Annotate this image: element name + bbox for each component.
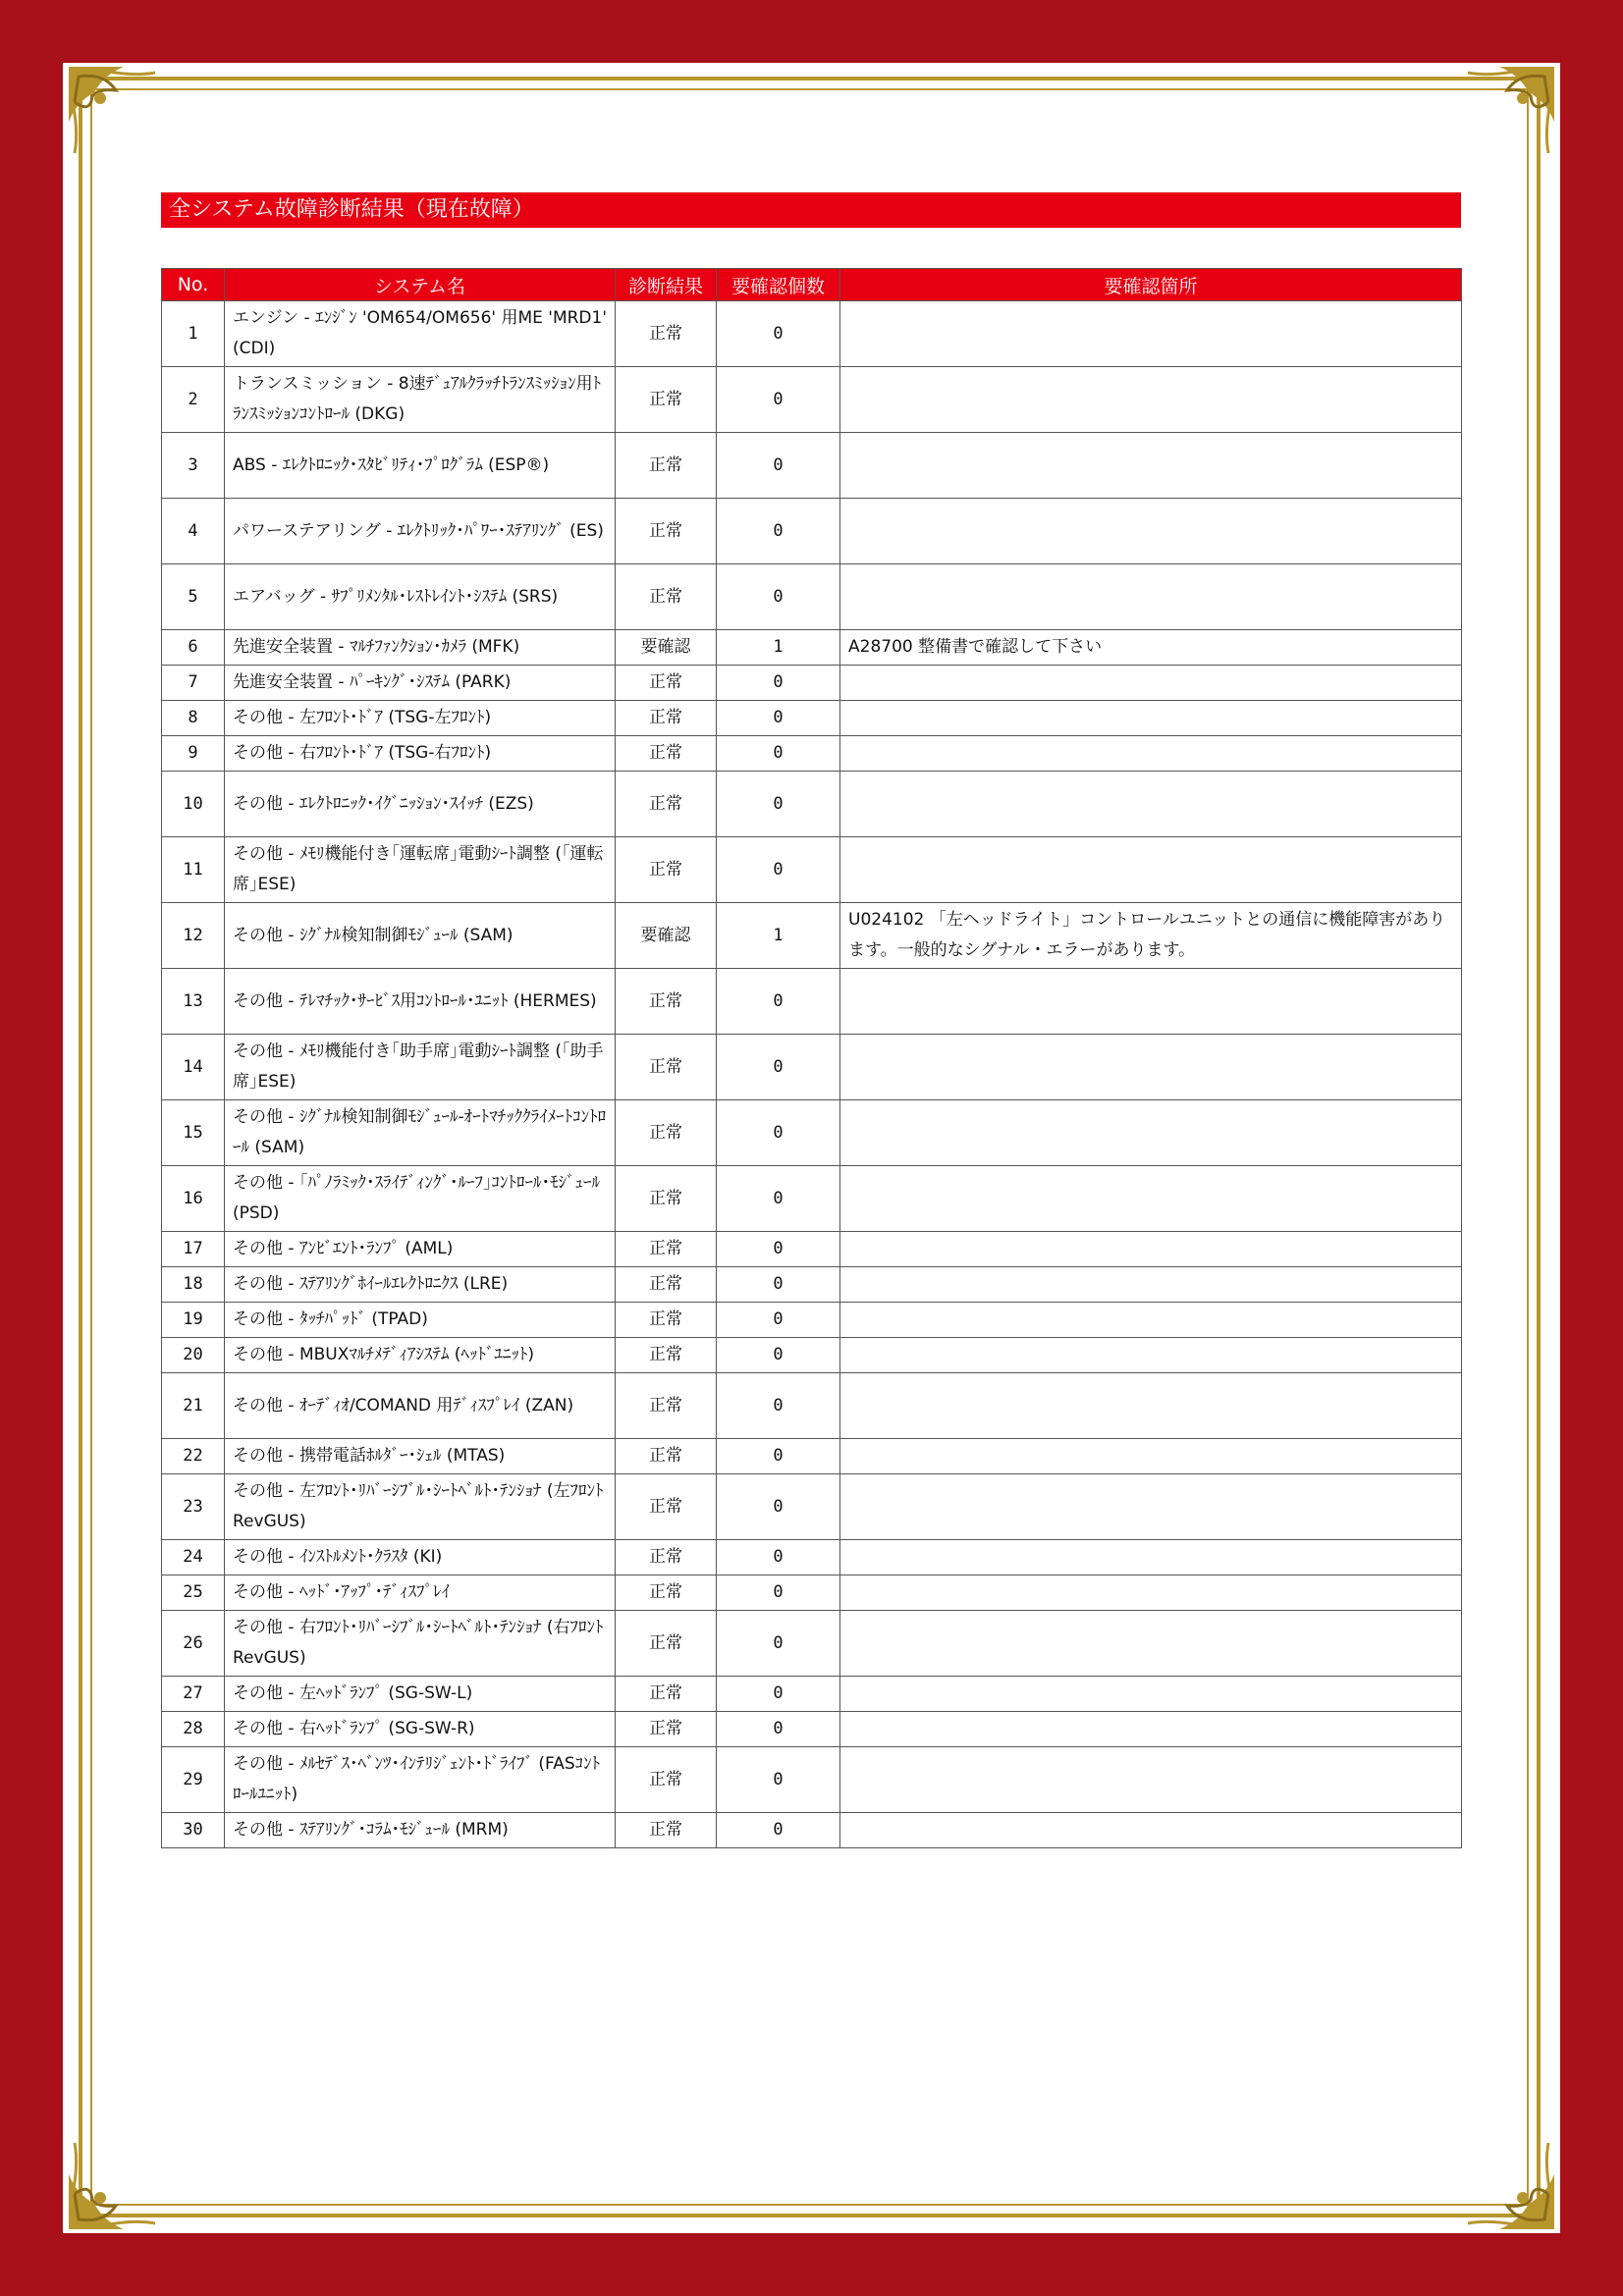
header-result: 診断結果 (616, 269, 717, 301)
row-check-count: 0 (717, 1747, 840, 1813)
row-check-count: 0 (717, 1303, 840, 1338)
row-system-name: 先進安全装置 - ﾊﾟｰｷﾝｸﾞ･ｼｽﾃﾑ (PARK) (225, 666, 616, 701)
row-result: 正常 (616, 1712, 717, 1747)
row-check-count: 1 (717, 903, 840, 969)
table-row (162, 772, 1462, 837)
row-number: 12 (162, 903, 225, 969)
row-result: 正常 (616, 1747, 717, 1813)
row-number: 26 (162, 1611, 225, 1677)
row-result: 正常 (616, 301, 717, 367)
table-row (162, 1540, 1462, 1575)
row-system-name: その他 - 右ﾌﾛﾝﾄ･ﾘﾊﾞｰｼﾌﾞﾙ･ｼｰﾄﾍﾞﾙﾄ･ﾃﾝｼｮﾅ (右ﾌﾛﾝﾄ RevGUS) (225, 1611, 616, 1677)
table-row (162, 433, 1462, 499)
row-check-detail (840, 837, 1462, 903)
row-check-detail (840, 433, 1462, 499)
row-result: 正常 (616, 1813, 717, 1848)
row-check-detail (840, 564, 1462, 630)
row-check-count: 0 (717, 1575, 840, 1611)
row-number: 23 (162, 1474, 225, 1540)
row-number: 25 (162, 1575, 225, 1611)
row-number: 20 (162, 1338, 225, 1373)
table-row (162, 1575, 1462, 1611)
table-row (162, 564, 1462, 630)
row-result: 正常 (616, 433, 717, 499)
row-check-detail (840, 301, 1462, 367)
row-system-name: その他 - ｽﾃｱﾘﾝｸﾞﾎｲｰﾙｴﾚｸﾄﾛﾆｸｽ (LRE) (225, 1267, 616, 1303)
row-check-count: 0 (717, 433, 840, 499)
row-result: 正常 (616, 1100, 717, 1166)
row-check-count: 0 (717, 1166, 840, 1232)
row-number: 27 (162, 1677, 225, 1712)
row-check-count: 0 (717, 1232, 840, 1267)
row-check-detail: A28700 整備書で確認して下さい (840, 630, 1462, 666)
row-check-count: 0 (717, 1677, 840, 1712)
row-check-count: 1 (717, 630, 840, 666)
row-check-detail (840, 1267, 1462, 1303)
row-check-count: 0 (717, 1439, 840, 1474)
row-check-detail (840, 499, 1462, 564)
row-system-name: その他 - ﾒﾙｾﾃﾞｽ･ﾍﾞﾝﾂ･ｲﾝﾃﾘｼﾞｪﾝﾄ･ﾄﾞﾗｲﾌﾞ (FASｺﾝﾄﾛｰﾙﾕﾆｯﾄ) (225, 1747, 616, 1813)
row-result: 正常 (616, 1611, 717, 1677)
ornamental-corner-icon (65, 2135, 163, 2233)
table-row (162, 666, 1462, 701)
row-system-name: その他 - ｴﾚｸﾄﾛﾆｯｸ･ｲｸﾞﾆｯｼｮﾝ･ｽｲｯﾁ (EZS) (225, 772, 616, 837)
row-result: 正常 (616, 1677, 717, 1712)
row-result: 正常 (616, 1439, 717, 1474)
table-row (162, 1813, 1462, 1848)
row-result: 要確認 (616, 903, 717, 969)
row-number: 30 (162, 1813, 225, 1848)
row-result: 正常 (616, 772, 717, 837)
row-number: 1 (162, 301, 225, 367)
row-number: 24 (162, 1540, 225, 1575)
diagnosis-table (161, 268, 1462, 1848)
row-number: 15 (162, 1100, 225, 1166)
row-result: 正常 (616, 1474, 717, 1540)
row-result: 正常 (616, 367, 717, 433)
row-number: 19 (162, 1303, 225, 1338)
row-system-name: その他 - ｼｸﾞﾅﾙ検知制御ﾓｼﾞｭｰﾙ (SAM) (225, 903, 616, 969)
row-check-detail (840, 1575, 1462, 1611)
row-number: 2 (162, 367, 225, 433)
row-system-name: トランスミッション - 8速ﾃﾞｭｱﾙｸﾗｯﾁﾄﾗﾝｽﾐｯｼｮﾝ用ﾄﾗﾝｽﾐｯｼｮﾝｺﾝﾄﾛｰﾙ (DKG) (225, 367, 616, 433)
header-system-name: システム名 (225, 269, 616, 301)
row-check-detail (840, 1813, 1462, 1848)
row-result: 正常 (616, 1373, 717, 1439)
row-check-detail (840, 772, 1462, 837)
row-result: 正常 (616, 499, 717, 564)
header-no: No. (162, 269, 225, 301)
table-row (162, 1747, 1462, 1813)
row-result: 正常 (616, 701, 717, 736)
row-check-detail (840, 367, 1462, 433)
table-row (162, 1677, 1462, 1712)
row-check-count: 0 (717, 837, 840, 903)
row-system-name: その他 - ｽﾃｱﾘﾝｸﾞ･ｺﾗﾑ･ﾓｼﾞｭｰﾙ (MRM) (225, 1813, 616, 1848)
row-result: 正常 (616, 1540, 717, 1575)
row-result: 正常 (616, 736, 717, 772)
page-title: 全システム故障診断結果（現在故障） (161, 192, 1461, 228)
row-check-detail (840, 1611, 1462, 1677)
row-check-detail (840, 1712, 1462, 1747)
table-row (162, 1100, 1462, 1166)
table-row (162, 736, 1462, 772)
table-row (162, 367, 1462, 433)
ornamental-corner-icon (65, 63, 163, 161)
row-result: 正常 (616, 1035, 717, 1100)
row-check-detail (840, 1373, 1462, 1439)
table-row (162, 837, 1462, 903)
row-check-count: 0 (717, 1474, 840, 1540)
row-check-detail (840, 1303, 1462, 1338)
table-row (162, 1712, 1462, 1747)
row-system-name: エアバッグ - ｻﾌﾟﾘﾒﾝﾀﾙ･ﾚｽﾄﾚｲﾝﾄ･ｼｽﾃﾑ (SRS) (225, 564, 616, 630)
row-check-detail (840, 1338, 1462, 1373)
table-row (162, 301, 1462, 367)
row-system-name: その他 - 左ﾍｯﾄﾞﾗﾝﾌﾟ (SG-SW-L) (225, 1677, 616, 1712)
row-number: 10 (162, 772, 225, 837)
table-row (162, 1439, 1462, 1474)
table-row (162, 1373, 1462, 1439)
row-system-name: その他 - 左ﾌﾛﾝﾄ･ﾄﾞｱ (TSG-左ﾌﾛﾝﾄ) (225, 701, 616, 736)
row-system-name: その他 - ﾒﾓﾘ機能付き｢運転席｣電動ｼｰﾄ調整 (｢運転席｣ESE) (225, 837, 616, 903)
table-row (162, 1232, 1462, 1267)
header-check-count: 要確認個数 (717, 269, 840, 301)
row-result: 正常 (616, 666, 717, 701)
row-number: 3 (162, 433, 225, 499)
row-check-detail: U024102 「左ヘッドライト」コントロールユニットとの通信に機能障害があります。一般的なシグナル・エラーがあります。 (840, 903, 1462, 969)
row-system-name: その他 - 左ﾌﾛﾝﾄ･ﾘﾊﾞｰｼﾌﾞﾙ･ｼｰﾄﾍﾞﾙﾄ･ﾃﾝｼｮﾅ (左ﾌﾛﾝﾄ RevGUS) (225, 1474, 616, 1540)
table-row (162, 1303, 1462, 1338)
row-check-detail (840, 1100, 1462, 1166)
row-result: 正常 (616, 564, 717, 630)
row-system-name: その他 - ﾃﾚﾏﾁｯｸ･ｻｰﾋﾞｽ用ｺﾝﾄﾛｰﾙ･ﾕﾆｯﾄ (HERMES) (225, 969, 616, 1035)
row-check-detail (840, 1747, 1462, 1813)
row-system-name: エンジン - ｴﾝｼﾞﾝ 'OM654/OM656' 用ME 'MRD1' (CDI) (225, 301, 616, 367)
row-check-count: 0 (717, 1712, 840, 1747)
row-system-name: その他 - ｲﾝｽﾄﾙﾒﾝﾄ･ｸﾗｽﾀ (KI) (225, 1540, 616, 1575)
row-check-detail (840, 701, 1462, 736)
table-row (162, 630, 1462, 666)
row-check-detail (840, 1232, 1462, 1267)
header-check-detail: 要確認箇所 (840, 269, 1462, 301)
row-check-count: 0 (717, 1035, 840, 1100)
row-system-name: その他 - ｵｰﾃﾞｨｵ/COMAND 用ﾃﾞｨｽﾌﾟﾚｲ (ZAN) (225, 1373, 616, 1439)
row-result: 正常 (616, 1575, 717, 1611)
row-system-name: その他 - MBUXﾏﾙﾁﾒﾃﾞｨｱｼｽﾃﾑ (ﾍｯﾄﾞﾕﾆｯﾄ) (225, 1338, 616, 1373)
row-number: 16 (162, 1166, 225, 1232)
row-check-count: 0 (717, 1338, 840, 1373)
table-row (162, 1035, 1462, 1100)
ornamental-corner-icon (1460, 63, 1558, 161)
row-number: 22 (162, 1439, 225, 1474)
row-system-name: その他 - 携帯電話ﾎﾙﾀﾞｰ･ｼｪﾙ (MTAS) (225, 1439, 616, 1474)
row-number: 21 (162, 1373, 225, 1439)
row-system-name: その他 - ﾀｯﾁﾊﾟｯﾄﾞ (TPAD) (225, 1303, 616, 1338)
row-check-detail (840, 1677, 1462, 1712)
row-system-name: その他 - ｢ﾊﾟﾉﾗﾐｯｸ･ｽﾗｲﾃﾞｨﾝｸﾞ･ﾙｰﾌ｣ｺﾝﾄﾛｰﾙ･ﾓｼﾞｭｰﾙ (PSD) (225, 1166, 616, 1232)
row-check-count: 0 (717, 499, 840, 564)
row-number: 8 (162, 701, 225, 736)
row-system-name: その他 - 右ﾍｯﾄﾞﾗﾝﾌﾟ (SG-SW-R) (225, 1712, 616, 1747)
row-system-name: 先進安全装置 - ﾏﾙﾁﾌｧﾝｸｼｮﾝ･ｶﾒﾗ (MFK) (225, 630, 616, 666)
table-row (162, 1166, 1462, 1232)
row-check-count: 0 (717, 969, 840, 1035)
row-system-name: ABS - ｴﾚｸﾄﾛﾆｯｸ･ｽﾀﾋﾞﾘﾃｨ･ﾌﾟﾛｸﾞﾗﾑ (ESP®) (225, 433, 616, 499)
table-header-row (162, 269, 1462, 301)
row-check-count: 0 (717, 1100, 840, 1166)
row-number: 14 (162, 1035, 225, 1100)
table-row (162, 1474, 1462, 1540)
row-number: 13 (162, 969, 225, 1035)
row-check-detail (840, 1540, 1462, 1575)
row-number: 9 (162, 736, 225, 772)
table-row (162, 1611, 1462, 1677)
row-system-name: パワーステアリング - ｴﾚｸﾄﾘｯｸ･ﾊﾟﾜｰ･ｽﾃｱﾘﾝｸﾞ (ES) (225, 499, 616, 564)
row-check-count: 0 (717, 367, 840, 433)
row-check-count: 0 (717, 1611, 840, 1677)
row-check-detail (840, 1474, 1462, 1540)
row-result: 正常 (616, 1303, 717, 1338)
row-result: 正常 (616, 1267, 717, 1303)
row-number: 4 (162, 499, 225, 564)
table-row (162, 1338, 1462, 1373)
row-check-count: 0 (717, 301, 840, 367)
row-number: 6 (162, 630, 225, 666)
row-number: 29 (162, 1747, 225, 1813)
table-row (162, 903, 1462, 969)
table-row (162, 499, 1462, 564)
row-check-count: 0 (717, 564, 840, 630)
row-result: 正常 (616, 1166, 717, 1232)
row-system-name: その他 - ｱﾝﾋﾞｴﾝﾄ･ﾗﾝﾌﾟ (AML) (225, 1232, 616, 1267)
row-number: 11 (162, 837, 225, 903)
row-check-count: 0 (717, 1373, 840, 1439)
row-check-count: 0 (717, 1267, 840, 1303)
row-result: 要確認 (616, 630, 717, 666)
row-check-detail (840, 1166, 1462, 1232)
row-number: 17 (162, 1232, 225, 1267)
row-check-detail (840, 666, 1462, 701)
row-result: 正常 (616, 1232, 717, 1267)
row-number: 5 (162, 564, 225, 630)
row-check-detail (840, 969, 1462, 1035)
row-result: 正常 (616, 837, 717, 903)
row-check-detail (840, 1439, 1462, 1474)
row-number: 7 (162, 666, 225, 701)
row-check-count: 0 (717, 1540, 840, 1575)
row-system-name: その他 - ﾍｯﾄﾞ･ｱｯﾌﾟ･ﾃﾞｨｽﾌﾟﾚｲ (225, 1575, 616, 1611)
table-row (162, 701, 1462, 736)
row-system-name: その他 - ﾒﾓﾘ機能付き｢助手席｣電動ｼｰﾄ調整 (｢助手席｣ESE) (225, 1035, 616, 1100)
row-check-count: 0 (717, 666, 840, 701)
table-row (162, 969, 1462, 1035)
row-check-count: 0 (717, 772, 840, 837)
row-check-count: 0 (717, 1813, 840, 1848)
row-check-count: 0 (717, 736, 840, 772)
row-result: 正常 (616, 1338, 717, 1373)
row-number: 18 (162, 1267, 225, 1303)
row-check-detail (840, 1035, 1462, 1100)
row-number: 28 (162, 1712, 225, 1747)
row-system-name: その他 - ｼｸﾞﾅﾙ検知制御ﾓｼﾞｭｰﾙ-ｵｰﾄﾏﾁｯｸｸﾗｲﾒｰﾄｺﾝﾄﾛｰﾙ (SAM) (225, 1100, 616, 1166)
row-result: 正常 (616, 969, 717, 1035)
row-check-detail (840, 736, 1462, 772)
row-check-count: 0 (717, 701, 840, 736)
ornamental-corner-icon (1460, 2135, 1558, 2233)
row-system-name: その他 - 右ﾌﾛﾝﾄ･ﾄﾞｱ (TSG-右ﾌﾛﾝﾄ) (225, 736, 616, 772)
table-row (162, 1267, 1462, 1303)
